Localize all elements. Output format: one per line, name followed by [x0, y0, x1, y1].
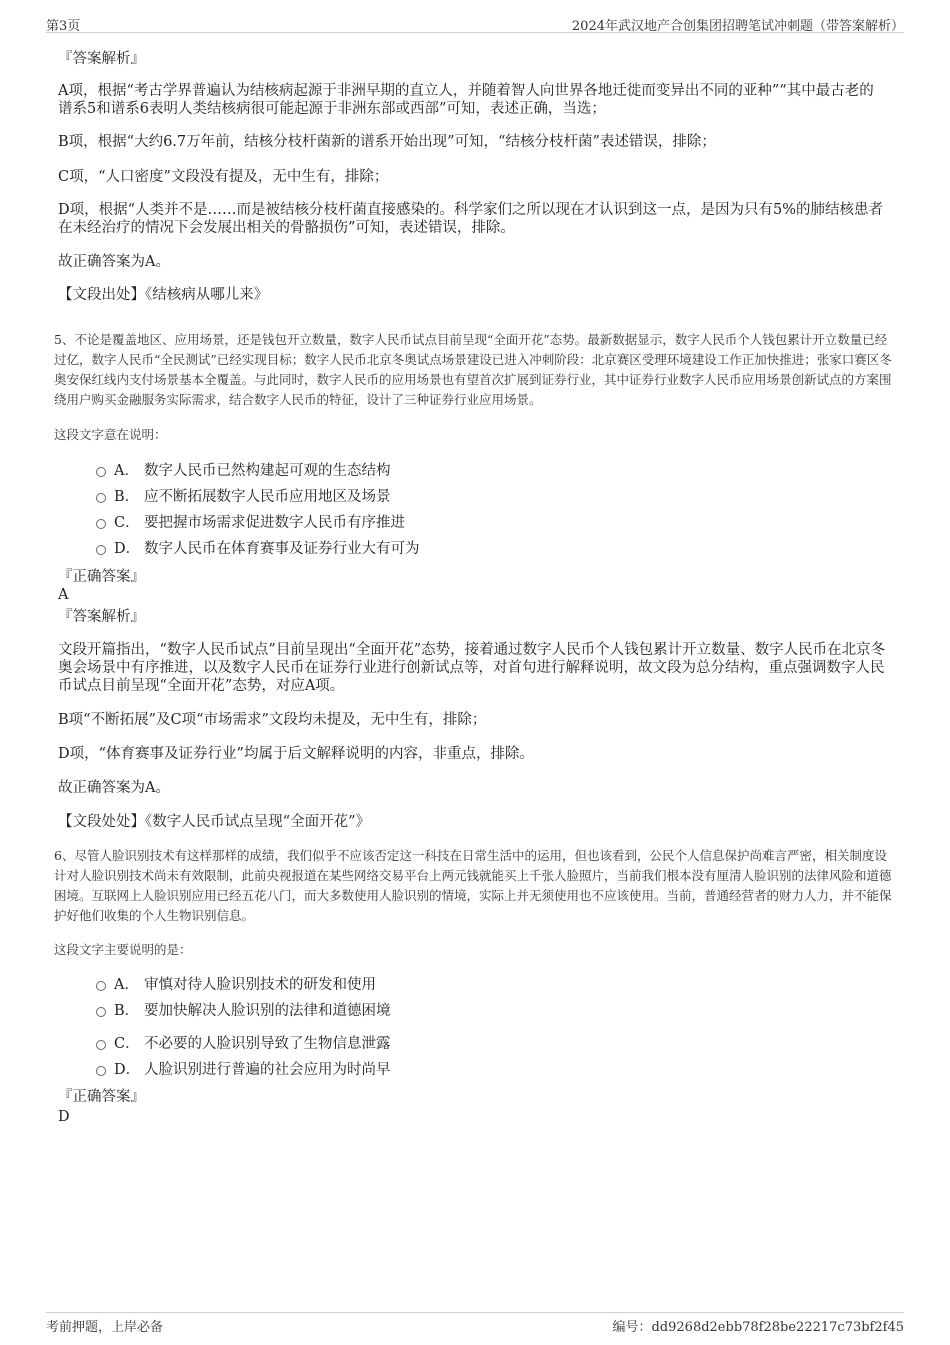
- option-text: 要把握市场需求促进数字人民币有序推进: [144, 515, 405, 531]
- radio-icon[interactable]: [96, 519, 106, 529]
- question-5-option-c[interactable]: [96, 514, 405, 532]
- option-text: 不必要的人脸识别导致了生物信息泄露: [144, 1036, 391, 1052]
- option-label: D．: [114, 541, 141, 557]
- question-5-analysis-d: D项，“体育赛事及证券行业”均属于后文解释说明的内容，非重点，排除。: [58, 746, 534, 762]
- question-5-source: 【文段处处】《数字人民币试点呈现“全面开花”》: [58, 814, 371, 830]
- radio-icon[interactable]: [96, 1066, 106, 1076]
- option-text: 人脸识别进行普遍的社会应用为时尚早: [144, 1062, 391, 1078]
- question-5-passage: 5、不论是覆盖地区、应用场景，还是钱包开立数量，数字人民币试点目前呈现“全面开花”态势。最新数据显示，数字人民币个人钱包累计开立数量已经过亿，数字人民币“全民测试”已经实现目标；数字人民币北京冬奥试点场景建设已进入冲刺阶段：北京赛区受理环境建设工作正加快推进；张家口赛区冬奥安保红线内支付场景基本全覆盖。与此同时，数字人民币的应用场景也有望首次扩展到证券行业，其中证券行业数字人民币应用场景创新试点的方案围绕用户购买金融服务实际需求，结合数字人民币的特征，设计了三种证券行业应用场景。: [54, 332, 892, 407]
- question-5-conclusion: 故正确答案为A。: [58, 780, 170, 796]
- analysis-item-d: D项，根据“人类并不是……而是被结核分枝杆菌直接感染的。科学家们之所以现在才认识到这一点，是因为只有5%的肺结核患者在未经治疗的情况下会发展出相关的骨骼损伤”可知，表述错误，排除。: [58, 202, 884, 236]
- option-text: 数字人民币在体育赛事及证券行业大有可为: [144, 541, 420, 557]
- question-5-option-d[interactable]: [96, 540, 420, 558]
- analysis-conclusion: 故正确答案为A。: [58, 254, 170, 270]
- question-5-analysis-main: 文段开篇指出，“数字人民币试点”目前呈现出“全面开花”态势，接着通过数字人民币个人钱包累计开立数量、数字人民币在北京冬奥会场景中有序推进，以及数字人民币在证券行业进行创新试点等，对首句进行解释说明，故文段为总分结构，重点强调数字人民币试点目前呈现“全面开花”态势，对应A项。: [58, 642, 886, 694]
- footer-slogan: 考前押题，上岸必备: [46, 1320, 164, 1335]
- option-label: B．: [114, 1003, 140, 1019]
- page-header: [46, 0, 904, 33]
- option-text: 应不断拓展数字人民币应用地区及场景: [144, 489, 391, 505]
- radio-icon[interactable]: [96, 981, 106, 991]
- question-5-analysis-label: 『答案解析』: [58, 609, 145, 625]
- option-label: C．: [114, 1036, 140, 1052]
- question-5-answer-label: 『正确答案』: [58, 569, 145, 585]
- document-title: 2024年武汉地产合创集团招聘笔试冲刺题（带答案解析）: [571, 19, 904, 34]
- option-label: B．: [114, 489, 140, 505]
- question-6-option-a[interactable]: [96, 976, 376, 994]
- question-6-passage: 6、尽管人脸识别技术有这样那样的成绩，我们似乎不应该否定这一科技在日常生活中的运用，但也该看到，公民个人信息保护尚难言严密，相关制度设计对人脸识别技术尚未有效限制，此前央视报道在某些网络交易平台上两元钱就能买上千张人脸照片，当前我们根本没有厘清人脸识别的法律风险和道德困境。互联网上人脸识别应用已经五花八门，而大多数使用人脸识别的情境，实际上并无须使用也不应该使用。当前，普通经营者的财力人力，并不能保护好他们收集的个人生物识别信息。: [54, 848, 892, 923]
- question-6-option-c[interactable]: [96, 1035, 391, 1053]
- analysis-item-c: C项，“人口密度”文段没有提及，无中生有，排除；: [58, 169, 389, 185]
- question-6-answer: D: [58, 1109, 70, 1125]
- question-6-option-b[interactable]: [96, 1002, 391, 1020]
- option-label: A．: [114, 463, 139, 479]
- analysis-item-b: B项，根据“大约6.7万年前，结核分枝杆菌新的谱系开始出现”可知，“结核分枝杆菌”表述错误，排除；: [58, 134, 716, 150]
- passage-source: 【文段出处】《结核病从哪儿来》: [58, 287, 269, 303]
- option-label: A．: [114, 977, 139, 993]
- question-5-analysis-bc: B项“不断拓展”及C项“市场需求”文段均未提及，无中生有，排除；: [58, 712, 487, 728]
- radio-icon[interactable]: [96, 1007, 106, 1017]
- option-text: 审慎对待人脸识别技术的研发和使用: [144, 977, 376, 993]
- question-6-option-d[interactable]: [96, 1061, 391, 1079]
- question-6-stem: 这段文字主要说明的是：: [54, 942, 192, 957]
- option-text: 要加快解决人脸识别的法律和道德困境: [144, 1003, 391, 1019]
- option-label: C．: [114, 515, 140, 531]
- question-6-answer-label: 『正确答案』: [58, 1089, 145, 1105]
- option-text: 数字人民币已然构建起可观的生态结构: [144, 463, 391, 479]
- radio-icon[interactable]: [96, 545, 106, 555]
- page-number: 第3页: [46, 19, 81, 34]
- analysis-label: 『答案解析』: [58, 51, 145, 67]
- option-label: D．: [114, 1062, 141, 1078]
- question-5-option-b[interactable]: [96, 488, 391, 506]
- radio-icon[interactable]: [96, 1040, 106, 1050]
- question-5-stem: 这段文字意在说明：: [54, 427, 167, 442]
- question-5-option-a[interactable]: [96, 462, 391, 480]
- radio-icon[interactable]: [96, 493, 106, 503]
- radio-icon[interactable]: [96, 467, 106, 477]
- question-5-answer: A: [58, 587, 69, 603]
- document-serial: 编号：dd9268d2ebb78f28be22217c73bf2f45: [612, 1320, 904, 1335]
- analysis-item-a: A项，根据“考古学界普遍认为结核病起源于非洲早期的直立人，并随着智人向世界各地迁徙而变异出不同的亚种”“其中最古老的谱系5和谱系6表明人类结核病很可能起源于非洲东部或西部”可知，表述正确，当选；: [58, 83, 874, 117]
- page-footer: [46, 1312, 904, 1343]
